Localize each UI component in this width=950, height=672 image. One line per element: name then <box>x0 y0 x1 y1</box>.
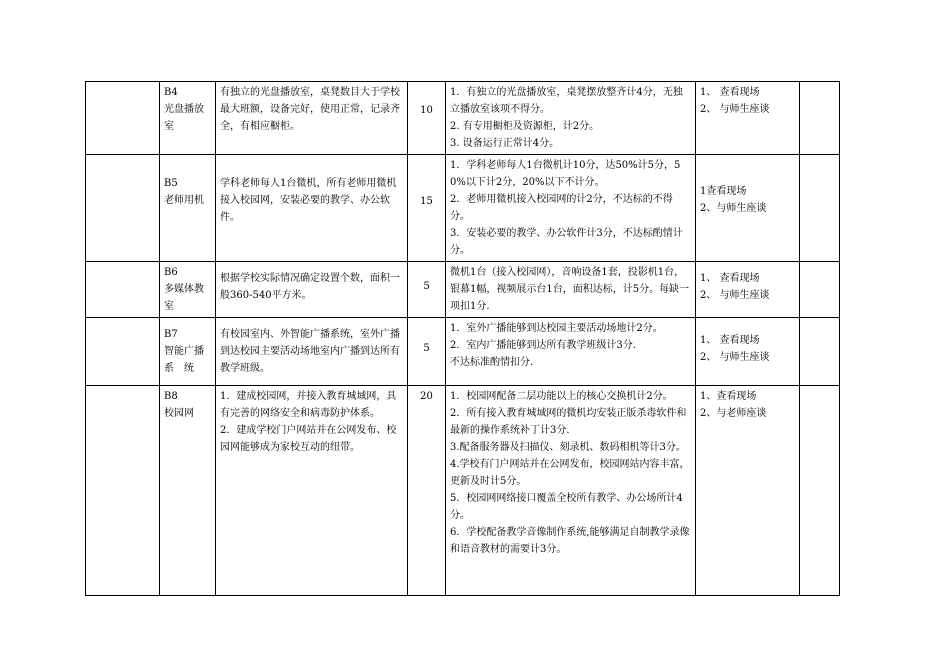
criteria-line: 1．校园网配备二层功能以上的核心交换机计2分。 <box>450 391 673 402</box>
standard-text: 根据学校实际情况确定设置个数，面积一般360-540平方米。 <box>220 273 400 301</box>
blank-cell <box>800 318 840 386</box>
score-cell: 5 <box>408 262 446 318</box>
method-cell <box>696 318 800 386</box>
standard-text: 1．建成校园网，并接入教育城域网，具有完善的网络安全和病毒防护体系。 <box>220 391 397 419</box>
blank-cell <box>86 386 160 596</box>
criteria-line: 1．有独立的光盘播放室，桌凳摆放整齐计4分，无独立播放室该项不得分。 <box>450 87 683 115</box>
blank-cell <box>86 262 160 318</box>
blank-cell <box>86 155 160 262</box>
method-cell <box>696 82 800 155</box>
item-code: B8 <box>164 391 178 402</box>
evaluation-table <box>85 81 840 596</box>
item-cell <box>160 155 216 262</box>
criteria-line: 6．学校配备教学音像制作系统,能够满足自制教学录像和语音教材的需要计3分。 <box>450 527 690 555</box>
item-name: 多媒体教室 <box>164 284 204 312</box>
method-line: 1查看现场 <box>700 186 747 197</box>
score-cell: 10 <box>408 82 446 155</box>
item-code: B4 <box>164 87 178 98</box>
item-cell <box>160 318 216 386</box>
method-cell <box>696 386 800 596</box>
item-name: 光盘播放室 <box>164 104 204 132</box>
method-line: 2、 与师生座谈 <box>700 290 770 301</box>
method-line: 1、查看现场 <box>700 391 757 402</box>
criteria-cell <box>446 262 696 318</box>
item-code: B6 <box>164 267 178 278</box>
blank-cell <box>86 82 160 155</box>
item-code: B5 <box>164 178 178 189</box>
item-name: 智能广播系 统 <box>164 346 204 374</box>
criteria-line: 1．室外广播能够到达校园主要活动场地计2分。 <box>450 323 663 334</box>
criteria-line: 2．所有接入教育城域网的微机均安装正版杀毒软件和最新的操作系统补丁计3分. <box>450 408 687 436</box>
method-line: 2、 与师生座谈 <box>700 352 770 363</box>
criteria-line: 2．老师用微机接入校园网的计2分，不达标的不得分。 <box>450 194 673 222</box>
score-cell: 5 <box>408 318 446 386</box>
method-cell <box>696 155 800 262</box>
blank-cell <box>800 82 840 155</box>
criteria-line: 5．校园网网络接口覆盖全校所有教学、办公场所计4分。 <box>450 493 683 521</box>
method-line: 2、 与师生座谈 <box>700 104 770 115</box>
standard-text: 学科老师每人1台微机，所有老师用微机接入校园网，安装必要的教学、办公软件。 <box>220 178 397 223</box>
criteria-line: 2. 有专用橱柜及资源柜，计2分。 <box>450 121 600 132</box>
criteria-line: 3.配备服务器及扫描仪、刻录机、数码相机等计3分。 <box>450 442 686 453</box>
criteria-line: 1．学科老师每人1台微机计10分，达50%计5分，50%以下计2分，20%以下不计分。 <box>450 160 681 188</box>
item-name: 老师用机 <box>164 195 204 206</box>
criteria-line: 不达标准酌情扣分. <box>450 357 534 368</box>
table-row <box>86 262 840 318</box>
blank-cell <box>800 386 840 596</box>
standard-text: 2．建成学校门户网站并在公网发布、校园网能够成为家校互动的纽带。 <box>220 425 397 453</box>
method-line: 2、与师生座谈 <box>700 203 767 214</box>
table-row <box>86 386 840 596</box>
score-cell: 15 <box>408 155 446 262</box>
criteria-line: 2．室内广播能够到达所有教学班级计3分. <box>450 340 636 351</box>
standard-cell <box>216 262 408 318</box>
method-line: 1、 查看现场 <box>700 273 760 284</box>
method-line: 2、与老师座谈 <box>700 408 767 419</box>
criteria-line: 3. 设备运行正常计4分。 <box>450 138 560 149</box>
blank-cell <box>800 155 840 262</box>
score-cell: 20 <box>408 386 446 596</box>
method-cell <box>696 262 800 318</box>
table-row <box>86 318 840 386</box>
standard-cell <box>216 82 408 155</box>
item-name: 校园网 <box>164 408 194 419</box>
criteria-line: 4.学校有门户网站并在公网发布，校园网站内容丰富，更新及时计5分。 <box>450 459 690 487</box>
standard-text: 有校园室内、外智能广播系统，室外广播到达校园主要活动场地室内广播到达所有教学班级。 <box>220 329 400 374</box>
table-row <box>86 82 840 155</box>
criteria-cell <box>446 386 696 596</box>
criteria-line: 3．安装必要的教学、办公软件计3分，不达标酌情计分。 <box>450 228 683 256</box>
method-line: 1、 查看现场 <box>700 335 760 346</box>
item-cell <box>160 262 216 318</box>
criteria-cell <box>446 318 696 386</box>
table-row <box>86 155 840 262</box>
standard-cell <box>216 155 408 262</box>
standard-cell <box>216 318 408 386</box>
standard-cell <box>216 386 408 596</box>
item-cell <box>160 386 216 596</box>
criteria-cell <box>446 82 696 155</box>
standard-text: 有独立的光盘播放室，桌凳数目大于学校最大班额，设备完好，使用正常，记录齐全，有相应橱柜。 <box>220 87 400 132</box>
criteria-cell <box>446 155 696 262</box>
method-line: 1、 查看现场 <box>700 87 760 98</box>
blank-cell <box>86 318 160 386</box>
criteria-line: 微机1台（接入校园网），音响设备1套，投影机1台，银幕1幅，视频展示台1台，面积达标，计5分。每缺一项扣1分. <box>450 267 690 312</box>
blank-cell <box>800 262 840 318</box>
item-cell <box>160 82 216 155</box>
item-code: B7 <box>164 329 178 340</box>
